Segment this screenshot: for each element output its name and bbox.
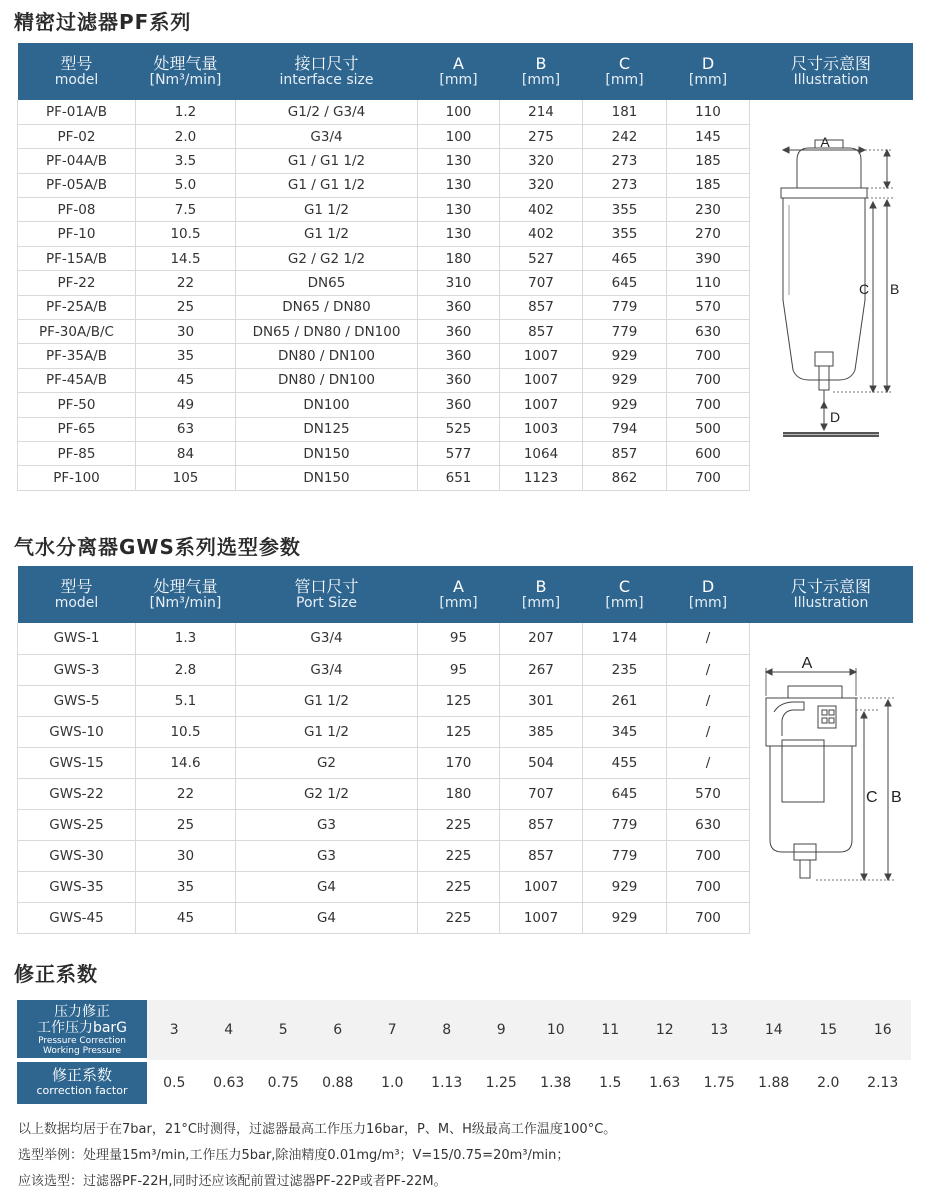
factor-value: 0.5 [163, 1075, 186, 1091]
table-cell: GWS-15 [18, 747, 136, 778]
table-cell: 180 [418, 246, 500, 270]
gws-header-sub: [mm] [605, 594, 644, 611]
table-cell: 225 [418, 902, 500, 933]
table-cell: 1007 [500, 871, 583, 902]
table-cell: 320 [500, 149, 583, 173]
table-cell: G1 1/2 [236, 716, 418, 747]
gws-separator-illustration [760, 650, 910, 895]
pf-header-sub: [mm] [605, 71, 644, 88]
table-cell: G1 1/2 [236, 222, 418, 246]
pressure-value: 9 [496, 1022, 506, 1038]
pf-header-sub: [mm] [521, 71, 561, 88]
factor-value: 0.63 [213, 1075, 245, 1091]
pressure-label-cn2: 工作压力barG [36, 1020, 128, 1036]
table-cell: 301 [500, 685, 583, 716]
gws-header-cell [667, 566, 750, 623]
table-cell: G3/4 [236, 654, 418, 685]
table-cell: 857 [500, 295, 583, 319]
pressure-value: 4 [224, 1022, 234, 1038]
table-cell: 707 [500, 778, 583, 809]
pf-table-header [18, 43, 913, 100]
table-cell: 929 [583, 344, 667, 368]
table-cell: 30 [136, 840, 236, 871]
gws-header-cell [18, 566, 136, 623]
table-cell: 3.5 [136, 149, 236, 173]
table-cell: PF-45A/B [18, 368, 136, 392]
pressure-value: 15 [819, 1022, 838, 1038]
table-cell: GWS-25 [18, 809, 136, 840]
factor-value: 1.88 [758, 1075, 790, 1091]
pf-header-cell [418, 43, 500, 100]
table-cell: 5.0 [136, 173, 236, 197]
table-cell: 500 [667, 417, 750, 441]
table-cell: G3/4 [236, 124, 418, 148]
gws-header-sub: [mm] [439, 594, 478, 611]
gws-header-main: 管口尺寸 [294, 577, 359, 596]
table-cell: 355 [583, 222, 667, 246]
pf-header-sub: model [54, 71, 99, 88]
pressure-value: 6 [333, 1022, 343, 1038]
pf-header-main: C [618, 54, 631, 73]
pressure-value: 8 [442, 1022, 452, 1038]
table-cell: 700 [667, 368, 750, 392]
table-cell: G3/4 [236, 623, 418, 654]
table-cell: 630 [667, 809, 750, 840]
pf-header-cell [136, 43, 236, 100]
note-line-1: 以上数据均居于在7bar，21°C时测得，过滤器最高工作压力16bar，P、M、H级最高工作温度100°C。 [18, 1122, 617, 1137]
table-cell: / [667, 716, 750, 747]
table-cell: 857 [583, 441, 667, 465]
table-cell: 261 [583, 685, 667, 716]
table-cell: G3 [236, 809, 418, 840]
pf-header-main: D [701, 54, 715, 73]
table-cell: GWS-30 [18, 840, 136, 871]
pf-header-main: 接口尺寸 [294, 54, 359, 73]
gws-header-cell [136, 566, 236, 623]
table-cell: 360 [418, 320, 500, 344]
table-cell: 645 [583, 778, 667, 809]
table-cell: GWS-5 [18, 685, 136, 716]
pf-header-sub: [mm] [439, 71, 478, 88]
factor-value: 1.25 [485, 1075, 517, 1091]
table-cell: PF-25A/B [18, 295, 136, 319]
table-cell: 360 [418, 393, 500, 417]
table-cell: PF-04A/B [18, 149, 136, 173]
table-cell: GWS-1 [18, 623, 136, 654]
table-cell: 525 [418, 417, 500, 441]
table-cell: 273 [583, 173, 667, 197]
table-cell: 7.5 [136, 198, 236, 222]
pf-header-sub: interface size [279, 71, 374, 88]
table-cell: 779 [583, 840, 667, 871]
table-cell: 25 [136, 809, 236, 840]
table-cell: PF-65 [18, 417, 136, 441]
table-cell: PF-10 [18, 222, 136, 246]
pf-header-main: A [453, 54, 464, 73]
gws-header-sub: [Nm³/min] [149, 594, 222, 611]
factor-value: 1.63 [649, 1075, 681, 1091]
factor-value: 0.75 [267, 1075, 299, 1091]
table-cell: / [667, 654, 750, 685]
pf-header-cell [583, 43, 667, 100]
table-cell: 145 [667, 124, 750, 148]
table-cell: PF-01A/B [18, 100, 136, 124]
table-cell: 345 [583, 716, 667, 747]
pressure-value: 13 [710, 1022, 729, 1038]
table-cell: / [667, 685, 750, 716]
gws-header-sub: Port Size [296, 594, 357, 611]
table-cell: / [667, 747, 750, 778]
table-cell: 105 [136, 466, 236, 490]
pf-header-cell [667, 43, 750, 100]
table-cell: G3 [236, 840, 418, 871]
table-cell: DN65 [236, 271, 418, 295]
pressure-value: 14 [764, 1022, 783, 1038]
pf-header-main: 尺寸示意图 [790, 54, 871, 73]
table-cell: 402 [500, 198, 583, 222]
table-cell: 645 [583, 271, 667, 295]
table-cell: G2 1/2 [236, 778, 418, 809]
table-cell: PF-05A/B [18, 173, 136, 197]
factor-value: 1.13 [431, 1075, 463, 1091]
table-cell: GWS-22 [18, 778, 136, 809]
table-cell: DN150 [236, 466, 418, 490]
table-cell: 110 [667, 271, 750, 295]
table-cell: G2 [236, 747, 418, 778]
gws-header-sub: [mm] [521, 594, 561, 611]
table-cell: 110 [667, 100, 750, 124]
gws-header-cell [418, 566, 500, 623]
table-cell: 929 [583, 368, 667, 392]
table-cell: 270 [667, 222, 750, 246]
table-cell: 857 [500, 840, 583, 871]
table-cell: 2.8 [136, 654, 236, 685]
pressure-value: 10 [546, 1022, 565, 1038]
table-cell: 651 [418, 466, 500, 490]
gws-dim-a-label: A [801, 655, 813, 672]
factor-value: 1.38 [540, 1075, 572, 1091]
table-cell: 5.1 [136, 685, 236, 716]
table-cell: 929 [583, 902, 667, 933]
table-cell: 857 [500, 809, 583, 840]
table-cell: PF-22 [18, 271, 136, 295]
table-cell: PF-15A/B [18, 246, 136, 270]
table-cell: G1 / G1 1/2 [236, 173, 418, 197]
table-cell: 242 [583, 124, 667, 148]
table-cell: 45 [136, 368, 236, 392]
table-cell: 355 [583, 198, 667, 222]
table-cell: 1.2 [136, 100, 236, 124]
table-cell: 360 [418, 368, 500, 392]
table-cell: 185 [667, 149, 750, 173]
pf-header-cell [18, 43, 136, 100]
table-cell: DN80 / DN100 [236, 344, 418, 368]
table-cell: 385 [500, 716, 583, 747]
table-cell: DN100 [236, 393, 418, 417]
table-cell: 504 [500, 747, 583, 778]
table-cell: 225 [418, 809, 500, 840]
table-cell: 14.6 [136, 747, 236, 778]
factor-value: 1.75 [703, 1075, 735, 1091]
table-cell: 207 [500, 623, 583, 654]
table-cell: 230 [667, 198, 750, 222]
table-cell: 181 [583, 100, 667, 124]
correction-section-title: 修正系数 [14, 962, 98, 986]
factor-value: 1.5 [599, 1075, 622, 1091]
table-cell: 320 [500, 173, 583, 197]
gws-dim-b-label: B [891, 789, 902, 806]
gws-header-main: 处理气量 [153, 577, 218, 596]
gws-header-cell [500, 566, 583, 623]
table-cell: 273 [583, 149, 667, 173]
table-cell: 95 [418, 623, 500, 654]
table-cell: 225 [418, 871, 500, 902]
table-cell: 1007 [500, 902, 583, 933]
table-cell: 174 [583, 623, 667, 654]
table-cell: 130 [418, 222, 500, 246]
table-cell: 10.5 [136, 716, 236, 747]
factor-values-row [147, 1062, 911, 1104]
table-cell: 1.3 [136, 623, 236, 654]
table-cell: 30 [136, 320, 236, 344]
table-cell: G1 1/2 [236, 198, 418, 222]
gws-header-main: B [535, 577, 547, 596]
table-cell: 310 [418, 271, 500, 295]
table-cell: 700 [667, 466, 750, 490]
factor-value: 2.13 [867, 1075, 899, 1091]
correction-factor-header [17, 1062, 147, 1104]
pressure-label-cn1: 压力修正 [54, 1004, 110, 1020]
table-cell: PF-35A/B [18, 344, 136, 368]
table-cell: 22 [136, 778, 236, 809]
gws-header-main: A [453, 577, 464, 596]
factor-label-en: correction factor [36, 1084, 128, 1097]
table-cell: 25 [136, 295, 236, 319]
pf-header-main: 处理气量 [153, 54, 218, 73]
gws-header-main: 型号 [60, 577, 93, 596]
pressure-value: 3 [169, 1022, 179, 1038]
table-cell: 862 [583, 466, 667, 490]
table-cell: 100 [418, 100, 500, 124]
factor-value: 2.0 [817, 1075, 840, 1091]
table-cell: 63 [136, 417, 236, 441]
table-cell: 14.5 [136, 246, 236, 270]
pf-dim-c-label: C [859, 281, 870, 297]
table-cell: 527 [500, 246, 583, 270]
table-cell: 267 [500, 654, 583, 685]
table-cell: 707 [500, 271, 583, 295]
table-cell: 95 [418, 654, 500, 685]
gws-header-cell [583, 566, 667, 623]
table-cell: 455 [583, 747, 667, 778]
table-cell: 700 [667, 840, 750, 871]
table-cell: G4 [236, 871, 418, 902]
table-cell: 235 [583, 654, 667, 685]
gws-header-sub: [mm] [688, 594, 728, 611]
pf-header-cell [500, 43, 583, 100]
table-cell: 49 [136, 393, 236, 417]
gws-dim-c-label: C [866, 789, 878, 806]
table-cell: 130 [418, 173, 500, 197]
gws-header-main: D [701, 577, 715, 596]
table-cell: 700 [667, 871, 750, 902]
table-cell: 402 [500, 222, 583, 246]
table-cell: 125 [418, 716, 500, 747]
table-cell: 794 [583, 417, 667, 441]
table-cell: 360 [418, 344, 500, 368]
table-cell: 100 [418, 124, 500, 148]
gws-header-sub: Illustration [793, 594, 869, 611]
pf-dim-a-label: A [820, 134, 830, 150]
table-cell: 35 [136, 871, 236, 902]
pressure-correction-header [17, 1000, 147, 1058]
table-cell: 600 [667, 441, 750, 465]
gws-section-title: 气水分离器GWS系列选型参数 [14, 535, 301, 559]
table-cell: 130 [418, 149, 500, 173]
table-cell: G1 / G1 1/2 [236, 149, 418, 173]
note-line-2: 选型举例：处理量15m³/min,工作压力5bar,除油精度0.01mg/m³；V=15/0.75=20m³/min； [18, 1148, 570, 1163]
table-cell: DN65 / DN80 / DN100 [236, 320, 418, 344]
table-cell: 570 [667, 778, 750, 809]
pf-header-sub: [mm] [688, 71, 728, 88]
table-cell: 929 [583, 393, 667, 417]
table-cell: G1/2 / G3/4 [236, 100, 418, 124]
gws-header-cell [236, 566, 418, 623]
pf-header-cell [236, 43, 418, 100]
table-cell: DN150 [236, 441, 418, 465]
gws-header-cell [750, 566, 913, 623]
table-cell: 1007 [500, 344, 583, 368]
factor-value: 1.0 [381, 1075, 404, 1091]
table-cell: 214 [500, 100, 583, 124]
table-cell: 1003 [500, 417, 583, 441]
table-cell: PF-08 [18, 198, 136, 222]
pf-filter-illustration [775, 130, 905, 450]
table-cell: 45 [136, 902, 236, 933]
gws-table-header [18, 566, 913, 623]
table-cell: PF-50 [18, 393, 136, 417]
table-cell: 360 [418, 295, 500, 319]
table-cell: PF-100 [18, 466, 136, 490]
pf-dim-d-label: D [830, 409, 841, 425]
table-cell: 275 [500, 124, 583, 148]
table-cell: 700 [667, 393, 750, 417]
pf-header-sub: Illustration [793, 71, 869, 88]
pf-header-cell [750, 43, 913, 100]
table-cell: 130 [418, 198, 500, 222]
table-cell: 779 [583, 809, 667, 840]
table-cell: 857 [500, 320, 583, 344]
pressure-value: 12 [655, 1022, 674, 1038]
table-cell: G4 [236, 902, 418, 933]
table-cell: 1123 [500, 466, 583, 490]
table-cell: 630 [667, 320, 750, 344]
table-cell: 1007 [500, 393, 583, 417]
table-cell: 1007 [500, 368, 583, 392]
table-cell: GWS-3 [18, 654, 136, 685]
table-cell: 125 [418, 685, 500, 716]
table-cell: GWS-35 [18, 871, 136, 902]
table-cell: 779 [583, 320, 667, 344]
table-cell: 170 [418, 747, 500, 778]
table-cell: 929 [583, 871, 667, 902]
factor-value: 0.88 [322, 1075, 354, 1091]
table-cell: GWS-10 [18, 716, 136, 747]
table-cell: GWS-45 [18, 902, 136, 933]
table-cell: 570 [667, 295, 750, 319]
table-cell: 180 [418, 778, 500, 809]
pressure-value: 11 [601, 1022, 620, 1038]
pf-dim-b-label: B [890, 281, 900, 297]
pf-header-sub: [Nm³/min] [149, 71, 222, 88]
pressure-label-en2: Working Pressure [43, 1046, 121, 1056]
table-cell: 35 [136, 344, 236, 368]
pf-header-main: 型号 [60, 54, 93, 73]
correction-table [17, 1000, 911, 1104]
table-cell: PF-85 [18, 441, 136, 465]
pressure-value: 5 [278, 1022, 288, 1038]
table-cell: 84 [136, 441, 236, 465]
table-cell: G1 1/2 [236, 685, 418, 716]
note-line-3: 应该选型：过滤器PF-22H,同时还应该配前置过滤器PF-22P或者PF-22M。 [18, 1174, 447, 1189]
table-cell: DN125 [236, 417, 418, 441]
table-cell: DN65 / DN80 [236, 295, 418, 319]
pf-header-main: B [535, 54, 547, 73]
table-cell: G2 / G2 1/2 [236, 246, 418, 270]
pf-section-title: 精密过滤器PF系列 [14, 10, 192, 34]
table-cell: 779 [583, 295, 667, 319]
gws-header-main: C [618, 577, 631, 596]
table-cell: / [667, 623, 750, 654]
table-cell: 465 [583, 246, 667, 270]
pressure-label-en1: Pressure Correction [38, 1036, 126, 1046]
table-row [18, 100, 913, 124]
table-cell: 577 [418, 441, 500, 465]
table-cell: 700 [667, 344, 750, 368]
table-cell: PF-30A/B/C [18, 320, 136, 344]
factor-label-cn: 修正系数 [51, 1066, 112, 1084]
table-cell: 185 [667, 173, 750, 197]
table-cell: 2.0 [136, 124, 236, 148]
table-cell: 225 [418, 840, 500, 871]
pressure-value: 16 [873, 1022, 892, 1038]
table-cell: 390 [667, 246, 750, 270]
pressure-values-row [147, 1000, 911, 1060]
table-cell: PF-02 [18, 124, 136, 148]
pressure-value: 7 [387, 1022, 397, 1038]
table-cell: 1064 [500, 441, 583, 465]
gws-header-main: 尺寸示意图 [790, 577, 871, 596]
table-cell: 700 [667, 902, 750, 933]
table-cell: DN80 / DN100 [236, 368, 418, 392]
table-cell: 22 [136, 271, 236, 295]
gws-header-sub: model [54, 594, 99, 611]
table-cell: 10.5 [136, 222, 236, 246]
